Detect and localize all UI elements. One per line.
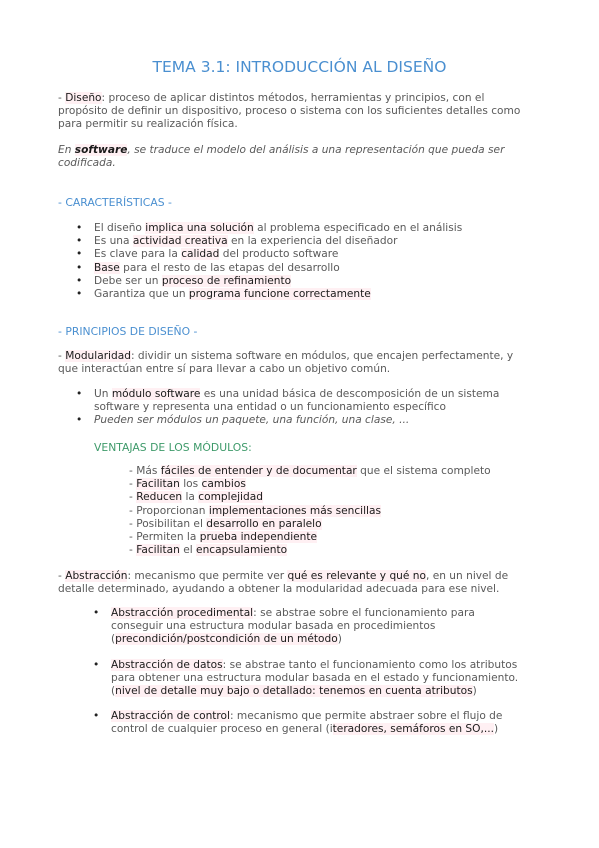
caracteristicas-list <box>94 222 554 301</box>
item-text: ) <box>493 723 499 736</box>
list-item <box>94 248 554 261</box>
list-item <box>111 607 551 647</box>
item-text: al problema especificado en el análisis <box>253 222 463 234</box>
software-note-line-2: codificada. <box>58 157 116 170</box>
item-text: control de cualquier proceso en general (i <box>111 723 333 736</box>
item-text: para el resto de las etapas del desarrollo <box>119 261 340 274</box>
item-text: - Más <box>129 465 161 477</box>
list-item <box>94 235 554 248</box>
item-highlight: fáciles de entender y de documentar <box>160 465 357 477</box>
item-line-2 <box>111 723 551 736</box>
diseno-line-1 <box>58 92 548 105</box>
list-item <box>94 262 554 275</box>
diseno-line-2: propósito de definir un dispositivo, proceso o sistema con los suficientes detalles como <box>58 105 521 118</box>
item-highlight: teradores, semáforos en SO,... <box>332 723 494 736</box>
item-line-2: para obtener una estructura modular basada en el estado y funcionamiento. <box>111 671 519 684</box>
item-highlight: Facilitan <box>136 478 180 491</box>
abstraccion-line-1-end: , en un nivel de <box>425 570 509 582</box>
item-text: los <box>179 478 202 491</box>
abstraccion-term: Abstracción <box>65 570 128 582</box>
item-term: Abstracción de control <box>111 710 230 723</box>
item-text: - <box>129 544 137 557</box>
diseno-prefix: - <box>58 92 66 104</box>
item-text: - <box>129 478 137 491</box>
item-text: ( <box>111 685 116 698</box>
item-highlight: calidad <box>181 248 220 261</box>
modularidad-term: Modularidad <box>65 350 131 362</box>
item-highlight: implica una solución <box>145 222 254 234</box>
item-highlight: cambios <box>201 478 246 491</box>
item-highlight: módulo software <box>111 388 201 400</box>
item-highlight: prueba independiente <box>199 531 318 544</box>
item-text: Garantiza que un <box>94 288 189 301</box>
item-text: en la experiencia del diseñador <box>227 235 398 248</box>
software-term: software <box>74 144 128 156</box>
item-text: - Posibilitan el <box>129 517 207 530</box>
item-text: ) <box>337 633 342 646</box>
item-highlight: Reducen <box>136 491 183 504</box>
item-highlight: Base <box>94 261 120 274</box>
item-text: - Proporcionan <box>129 504 209 517</box>
abstraccion-line-2: detalle determinado, ayudando a obtener la modularidad adecuada para ese nivel. <box>58 583 500 596</box>
modularidad-line-2: que interactúan entre sí para llevar a cabo un objetivo común. <box>58 363 391 376</box>
modularidad-line-1-rest: : dividir un sistema software en módulos, que encajen perfectamente, y <box>130 350 514 362</box>
item-highlight: programa funcione correctamente <box>188 288 371 301</box>
item-highlight: precondición/postcondición de un método <box>115 633 338 646</box>
list-item <box>94 222 554 235</box>
item-text: : se abstrae tanto el funcionamiento como los atributos <box>222 658 518 671</box>
list-item <box>129 491 549 504</box>
software-note <box>58 144 548 170</box>
abstraccion-prefix: - <box>58 570 66 582</box>
item-text: Es una <box>94 235 133 248</box>
item-highlight: desarrollo en paralelo <box>206 517 322 530</box>
item-highlight: actividad creativa <box>132 235 228 248</box>
diseno-definition <box>58 92 548 132</box>
list-item <box>94 288 554 301</box>
abstraccion-line-1-mid: : mecanismo que permite ver <box>127 570 288 582</box>
modularidad-definition <box>58 350 548 376</box>
modularidad-prefix: - <box>58 350 66 362</box>
item-line-2: conseguir una estructura modular basada en procedimientos <box>111 620 436 633</box>
list-item <box>129 478 549 491</box>
list-item <box>129 544 549 557</box>
list-item: • Pueden ser módulos un paquete, una función, una clase, ... <box>94 414 549 427</box>
diseno-line-3: para permitir su realización física. <box>58 118 238 131</box>
software-note-line-1 <box>58 144 548 157</box>
abstraccion-line-1 <box>58 570 548 583</box>
software-note-line-1-rest: , se traduce el modelo del análisis a una representación que pueda ser <box>127 144 505 156</box>
item-highlight: nivel de detalle muy bajo o detallado: tenemos en cuenta atributos <box>115 685 473 698</box>
item-highlight: Facilitan <box>136 544 180 557</box>
item-highlight: implementaciones más sencillas <box>208 504 382 517</box>
modularidad-line-1 <box>58 350 548 363</box>
item-text: que el sistema completo <box>356 465 491 477</box>
list-item <box>129 518 549 531</box>
page-title: TEMA 3.1: INTRODUCCIÓN AL DISEÑO <box>152 58 447 76</box>
diseno-term: Diseño <box>65 92 102 104</box>
item-text: - Permiten la <box>129 531 200 544</box>
list-item <box>129 505 549 518</box>
abstraccion-list <box>111 607 551 737</box>
list-item <box>129 531 549 544</box>
diseno-line-1-rest: : proceso de aplicar distintos métodos, herramientas y principios, con el <box>101 92 485 104</box>
item-text: - <box>129 491 137 504</box>
ventajas-list <box>129 465 549 557</box>
item-text: : se abstrae sobre el funcionamiento para <box>253 607 475 619</box>
item-highlight: proceso de refinamiento <box>161 274 292 287</box>
modulo-line-1 <box>94 388 549 401</box>
list-item <box>129 465 549 478</box>
caracteristicas-heading: - CARACTERÍSTICAS - <box>58 196 172 209</box>
item-text: El diseño <box>94 222 146 234</box>
item-line-3 <box>111 685 551 698</box>
software-note-pre: En <box>58 144 75 156</box>
ventajas-heading: VENTAJAS DE LOS MÓDULOS: <box>94 441 252 454</box>
item-text: ( <box>111 633 116 646</box>
abstraccion-definition <box>58 570 548 596</box>
item-text: Es clave para la <box>94 248 182 261</box>
list-item <box>111 659 551 699</box>
item-term: Abstracción de datos <box>111 658 223 671</box>
modulo-list <box>94 388 549 428</box>
item-text: Debe ser un <box>94 274 162 287</box>
item-line-1 <box>111 659 551 672</box>
item-highlight: complejidad <box>198 491 263 504</box>
list-item <box>94 275 554 288</box>
item-text: : mecanismo que permite abstraer sobre el flujo de <box>229 710 503 723</box>
item-line-1 <box>111 710 551 723</box>
item-text: la <box>182 491 199 504</box>
list-item <box>111 710 551 736</box>
item-highlight: encapsulamiento <box>196 544 288 557</box>
item-term: Abstracción procedimental <box>111 607 254 619</box>
item-text: Un <box>94 388 112 400</box>
item-line-3 <box>111 633 551 646</box>
abstraccion-highlight: qué es relevante y qué no <box>287 570 426 582</box>
item-text: ) <box>472 685 477 698</box>
principios-heading: - PRINCIPIOS DE DISEÑO - <box>58 325 198 338</box>
modulo-line-2: software y representa una entidad o un funcionamiento específico <box>94 401 446 414</box>
item-line-1 <box>111 607 551 620</box>
item-text: es una unidad básica de descomposición de un sistema <box>200 388 500 400</box>
item-text: del producto software <box>219 248 339 261</box>
item-text: el <box>179 544 197 557</box>
list-item <box>94 388 549 414</box>
